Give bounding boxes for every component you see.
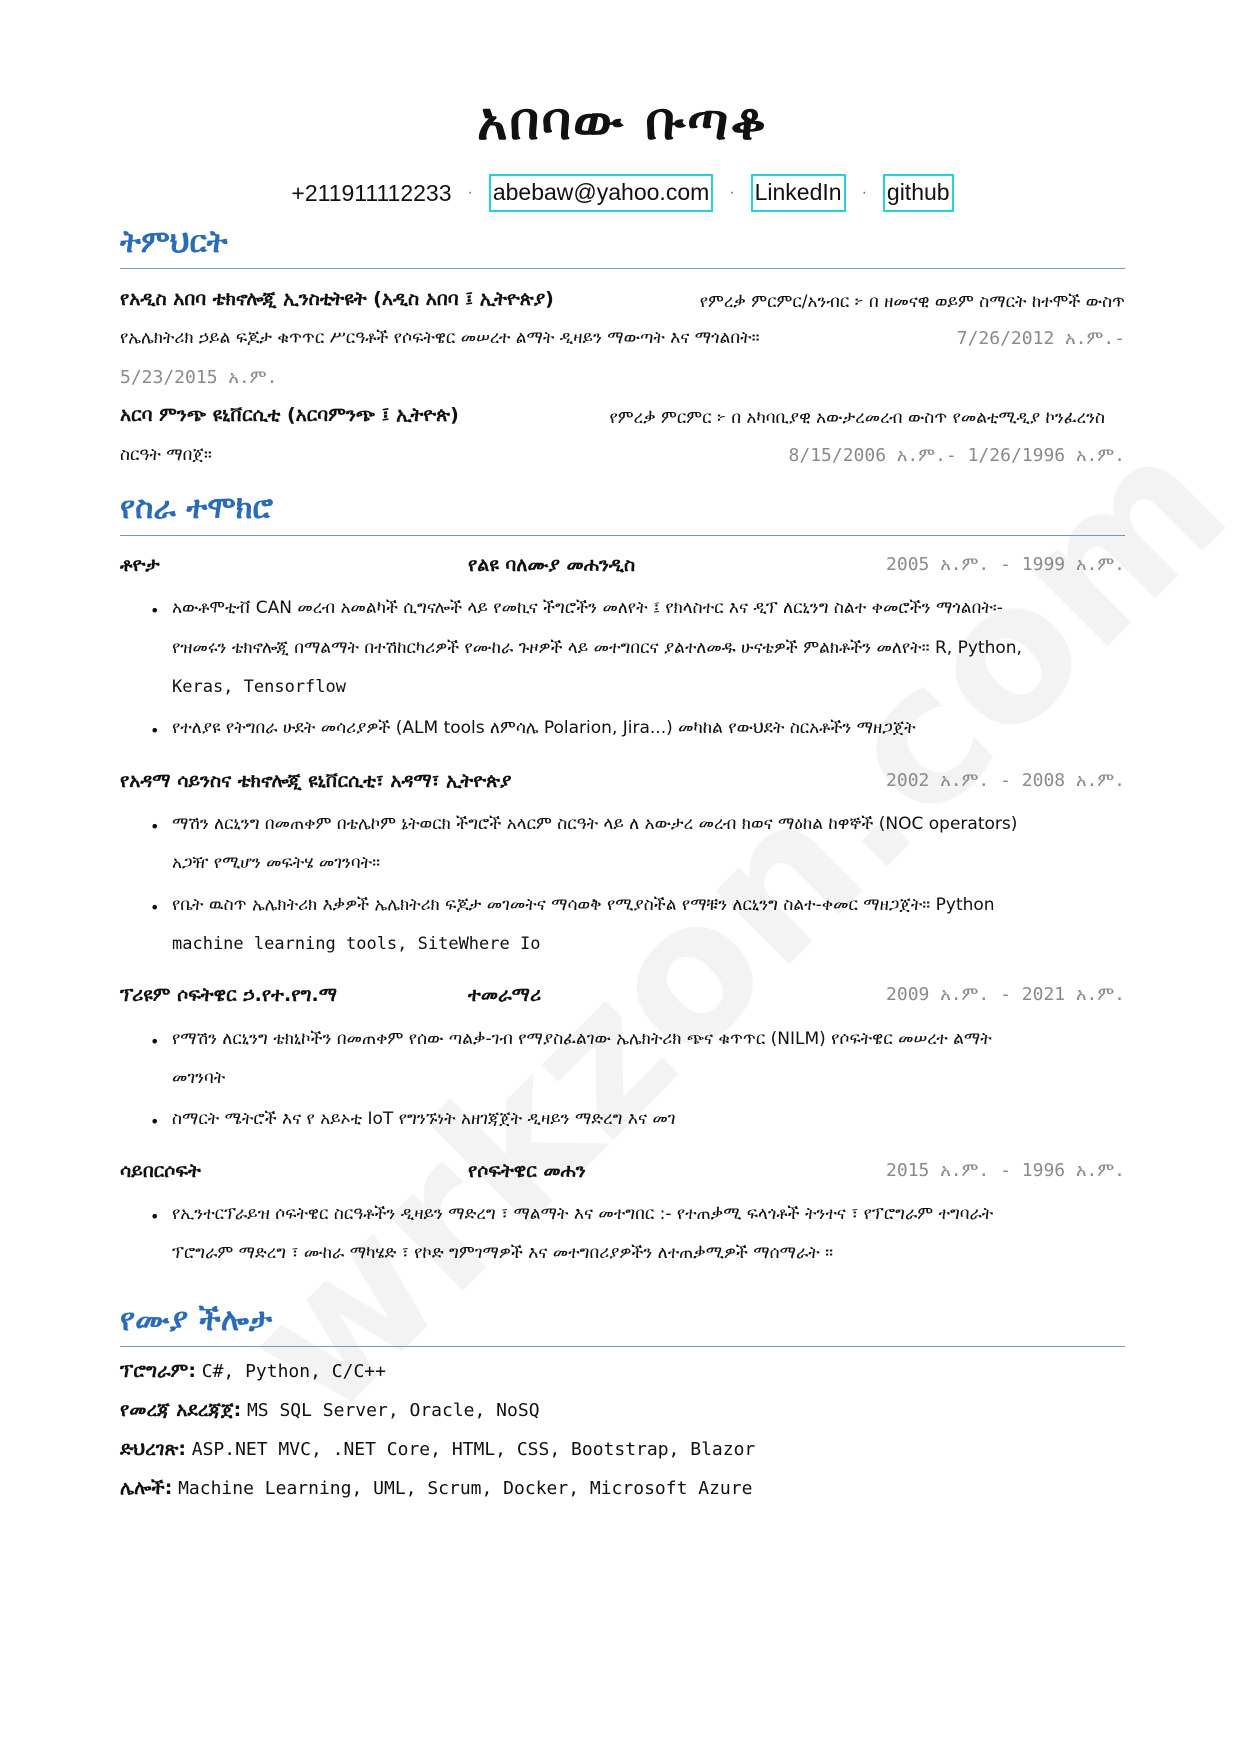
candidate-name: አበባው ቡጣቆ xyxy=(477,92,768,152)
education-section-title: ትምህርት xyxy=(120,224,228,260)
skill-values: ASP.NET MVC, .NET Core, HTML, CSS, Bootstrap, Blazor xyxy=(191,1439,756,1460)
skill-row xyxy=(120,1399,540,1421)
job-date: 2015 አ.ም. - 1996 አ.ም. xyxy=(886,1160,1125,1181)
section-divider xyxy=(120,1346,1125,1347)
skill-category: ሌሎች: xyxy=(120,1477,173,1499)
bullet-marker: • xyxy=(150,1112,160,1131)
job-bullet: የቤት ዉስጥ ኤሌክትሪክ እቃዎች ኤሌክትሪክ ፍጆታ መገመትና ማሳወቅ የሚያስችል የማቹን ለርኒንግ ስልተ-ቀመር ማዘጋጀት። Python xyxy=(172,895,995,915)
education-description: የምረቃ ምርምር/አንብር ፦ በ ዘመናዊ ወይም ስማርት ከተሞች ውስጥ xyxy=(699,292,1125,312)
job-bullet: ማሽን ለርኒንግ በመጠቀም በቴሌኮም ኔትወርክ ችግሮች አላርም ስርዓት ላይ ለ አውታረ መረብ ክወና ማዕከል ከዋኞች (NOC operators) xyxy=(172,814,1018,834)
institution-name: አርባ ምንጭ ዩኒቨርሲቲ (አርባምንጭ ፤ ኢትዮጵ) xyxy=(120,404,459,426)
skill-row xyxy=(120,1360,386,1382)
job-bullet: የኢንተርፕራይዝ ሶፍትዌር ስርዓቶችን ዲዛይን ማድረግ ፣ ማልማት እና መተግበር :- የተጠቃሚ ፍላጎቶች ትንተና ፣ የፕሮግራም ተግባራት xyxy=(172,1204,994,1224)
skill-category: ፕሮግራም: xyxy=(120,1360,196,1382)
bullet-marker: • xyxy=(150,721,160,740)
job-role: የሶፍትዌር መሐን xyxy=(468,1160,586,1182)
skill-values: MS SQL Server, Oracle, NoSQ xyxy=(246,1400,540,1421)
job-role: የልዩ ባለሙያ መሐንዲስ xyxy=(468,554,636,576)
experience-section-title: የስራ ተሞክሮ xyxy=(120,490,274,526)
skill-values: C#, Python, C/C++ xyxy=(201,1361,386,1382)
education-date: 8/15/2006 አ.ም.- 1/26/1996 አ.ም. xyxy=(788,445,1125,466)
job-bullet: machine learning tools, SiteWhere Io xyxy=(172,934,541,954)
skill-values: Machine Learning, UML, Scrum, Docker, Microsoft Azure xyxy=(178,1478,753,1499)
job-bullet: ፕሮግራም ማድረግ ፣ ሙከራ ማካሄድ ፣ የኮድ ግምገማዎች እና መተግበሪያዎችን ለተጠቃሚዎች ማሰማራት ። xyxy=(172,1243,834,1263)
education-description: የኤሌክትሪክ ኃይል ፍጆታ ቁጥጥር ሥርዓቶች የሶፍትዌር መሠረተ ልማት ዲዛይን ማውጣት እና ማጎልበት። xyxy=(120,328,760,348)
education-description: የምረቃ ምርምር ፦ በ አካባቢያዊ አውታረመረብ ውስጥ የመልቲሚዲያ ኮንፈረንስ xyxy=(609,408,1105,428)
job-header xyxy=(120,984,1125,1006)
job-bullet: አጋዥ የሚሆን መፍትሄ መገንባት። xyxy=(172,853,381,873)
company-name: ፕሪዩም ሶፍትዌር ኃ.የተ.የግ.ማ xyxy=(120,984,337,1006)
job-bullet: Keras, Tensorflow xyxy=(172,677,346,697)
job-bullet: አውቶሞቲቭ CAN መረብ አመልካች ሲግናሎች ላይ የመኪና ችግሮችን መለየት ፤ የክላስተር እና ዲፕ ለርኒንግ ስልተ ቀመሮችን ማጎልበት፡- xyxy=(172,598,1003,618)
bullet-marker: • xyxy=(150,1207,160,1226)
contact-bar xyxy=(120,174,1125,212)
education-entry xyxy=(120,288,1125,310)
separator: · xyxy=(861,184,867,201)
skill-category: ድህረገጽ: xyxy=(120,1438,186,1460)
job-date: 2005 አ.ም. - 1999 አ.ም. xyxy=(886,554,1125,575)
separator: · xyxy=(467,184,473,201)
github-link[interactable]: github xyxy=(883,174,954,212)
section-divider xyxy=(120,268,1125,269)
job-bullet: የዝመሩን ቴክኖሎጂ በማልማት በተሽከርካሪዎች የሙከራ ጉዞዎች ላይ መተግበርና ያልተለመዱ ሁናቴዎች ምልክቶችን መለየት። R, Python, xyxy=(172,638,1022,658)
education-entry xyxy=(120,404,1125,426)
education-description: ስርዓት ማበጀ። xyxy=(120,445,212,465)
institution-name: የአዲስ አበባ ቴክኖሎጂ ኢንስቲትዩት (አዲስ አበባ ፤ ኢትዮጵያ) xyxy=(120,288,554,310)
email-link[interactable]: abebaw@yahoo.com xyxy=(489,174,713,212)
job-bullet: የተለያዩ የትግበራ ሁደት መሳሪያዎች (ALM tools ለምሳሌ Polarion, Jira...) መካከል የውህደት ስርአቶችን ማዘጋጀት xyxy=(172,718,916,738)
company-name: ቶዮታ xyxy=(120,554,160,576)
education-date: 7/26/2012 አ.ም.- xyxy=(956,328,1125,349)
skills-section-title: የሙያ ችሎታ xyxy=(120,1302,273,1338)
job-header xyxy=(120,770,1125,792)
company-name: የአዳማ ሳይንስና ቴክኖሎጂ ዩኒቨርሲቲ፣ አዳማ፣ ኢትዮጵያ xyxy=(120,770,512,792)
job-date: 2002 አ.ም. - 2008 አ.ም. xyxy=(886,770,1125,791)
bullet-marker: • xyxy=(150,1032,160,1051)
job-date: 2009 አ.ም. - 2021 አ.ም. xyxy=(886,984,1125,1005)
separator: · xyxy=(729,184,735,201)
skill-category: የመረጃ አደረጃጀ: xyxy=(120,1399,242,1421)
linkedin-link[interactable]: LinkedIn xyxy=(751,174,846,212)
job-header xyxy=(120,1160,1125,1182)
skill-row xyxy=(120,1438,755,1460)
job-bullet: ስማርት ሜትሮች እና የ አይኦቲ IoT የግንኙነት አዘገጃጀት ዲዛይን ማድረግ እና መገ xyxy=(172,1109,676,1129)
skill-row xyxy=(120,1477,752,1499)
job-bullet: መገንባት xyxy=(172,1068,226,1088)
bullet-marker: • xyxy=(150,817,160,836)
bullet-marker: • xyxy=(150,601,160,620)
company-name: ሳይበርሶፍት xyxy=(120,1160,201,1182)
section-divider xyxy=(120,535,1125,536)
education-date: 5/23/2015 አ.ም. xyxy=(120,367,278,388)
education-entry-line xyxy=(120,445,1125,465)
job-header xyxy=(120,554,1125,576)
job-role: ተመራማሪ xyxy=(468,984,542,1006)
education-entry-line xyxy=(120,328,1125,348)
bullet-marker: • xyxy=(150,898,160,917)
phone-number: +211911112233 xyxy=(291,179,452,206)
job-bullet: የማሽን ለርኒንግ ቴክኒኮችን በመጠቀም የሰው ጣልቃ-ገብ የማያስፈልገው ኤሌክትሪክ ጭና ቁጥጥር (NILM) የሶፍትዌር መሠረተ ልማት xyxy=(172,1029,992,1049)
